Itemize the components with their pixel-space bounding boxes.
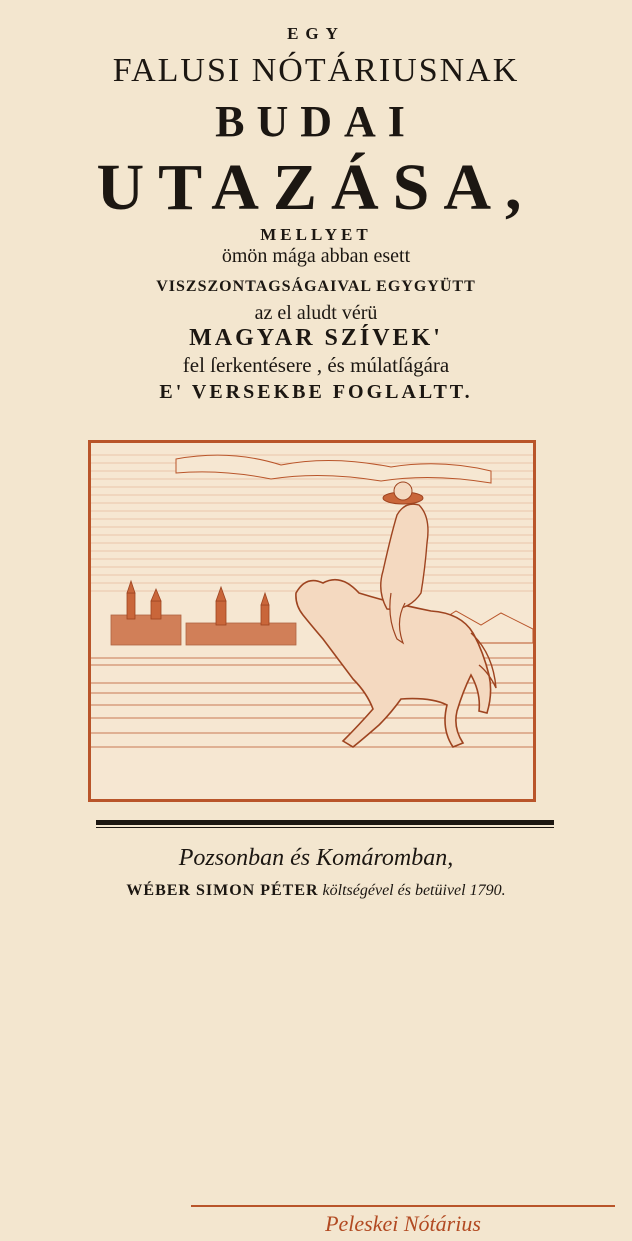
subtitle-line-versekbe: E' VERSEKBE FOGLALTT. — [159, 381, 473, 403]
subtitle-line-mellyet: MELLYET — [260, 225, 372, 244]
imprint-rest: költségével és betüivel — [322, 882, 466, 899]
subtitle-line-viszszontagsag: VISZSZONTAGSÁGAIVAL EGYGYÜTT — [156, 278, 476, 295]
subtitle-line-omon: ömön mága abban esett — [221, 245, 411, 267]
subtitle-line-magyar: MAGYAR SZÍVEK' — [189, 325, 443, 351]
divider-rule-thick — [96, 820, 554, 825]
title-line-falusi: FALUSI NÓTÁRIUSNAK — [112, 52, 520, 89]
engraving-caption: Peleskei Nótárius — [191, 1205, 615, 1241]
title-line-egy: EGY — [287, 24, 345, 43]
title-line-budai: BUDAI — [215, 97, 417, 146]
divider-rule-thin — [96, 827, 554, 828]
imprint-publisher: WÉBER SIMON PÉTER — [126, 882, 319, 899]
subtitle-line-aludt: az el aludt vérü — [254, 302, 378, 324]
imprint-place: Pozsonban és Komáromban, — [178, 845, 454, 871]
imprint-year: 1790. — [469, 882, 506, 899]
subtitle-line-serkentes: fel ſerkentésere , és múlatſágára — [182, 353, 450, 377]
horseman-engraving-image — [91, 443, 533, 799]
title-line-utazasa: UTAZÁSA, — [96, 151, 536, 224]
imprint-publisher-line — [0, 882, 632, 900]
